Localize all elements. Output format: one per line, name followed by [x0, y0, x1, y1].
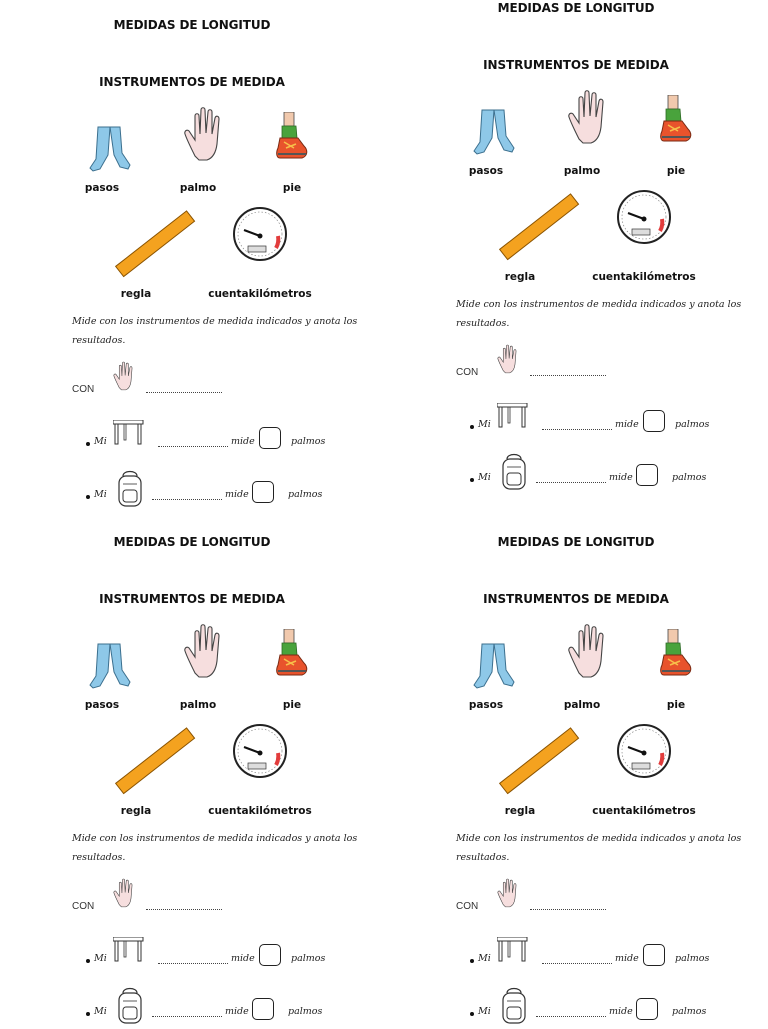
worksheet-subtitle: INSTRUMENTOS DE MEDIDA: [483, 592, 669, 606]
instrument-label-pie: pie: [666, 699, 686, 711]
speedometer-icon: [232, 206, 290, 264]
instrument-answer-line[interactable]: [146, 909, 222, 910]
legs-icon: [84, 642, 134, 690]
instrument-label-regla: regla: [504, 805, 536, 817]
worksheet-1: [0, 0, 384, 512]
backpack-palmos-box[interactable]: [636, 464, 658, 486]
table-answer-line[interactable]: [542, 429, 612, 430]
row-verb: mide: [231, 436, 255, 447]
instruction-text: Mide con los instrumentos de medida indicados y anota los resultados.: [72, 316, 358, 346]
hand-icon: [110, 877, 136, 909]
ruler-icon: [492, 193, 584, 263]
table-palmos-box[interactable]: [259, 944, 281, 966]
instrument-answer-line[interactable]: [530, 375, 606, 376]
row-verb: mide: [609, 1006, 633, 1017]
table-palmos-box[interactable]: [643, 410, 665, 432]
hand-icon: [565, 621, 607, 681]
worksheet-subtitle: INSTRUMENTOS DE MEDIDA: [483, 58, 669, 72]
backpack-answer-line[interactable]: [152, 499, 222, 500]
table-answer-line[interactable]: [542, 963, 612, 964]
legs-icon: [468, 642, 518, 690]
con-label: CON: [72, 901, 95, 912]
foot-icon: [272, 629, 312, 679]
backpack-icon: [501, 985, 529, 1025]
row-unit: palmos: [291, 436, 326, 447]
ruler-icon: [108, 210, 200, 280]
backpack-answer-line[interactable]: [536, 1016, 606, 1017]
ruler-icon: [108, 727, 200, 797]
instrument-label-regla: regla: [120, 288, 152, 300]
worksheet-4: [384, 517, 768, 1029]
row-verb: mide: [231, 953, 255, 964]
bullet: [86, 495, 90, 499]
hand-icon: [181, 104, 223, 164]
instruction-text: Mide con los instrumentos de medida indicados y anota los resultados.: [456, 833, 742, 863]
backpack-icon: [501, 451, 529, 491]
bullet: [470, 959, 474, 963]
instrument-label-pie: pie: [282, 699, 302, 711]
legs-icon: [84, 125, 134, 173]
worksheet-title: MEDIDAS DE LONGITUD: [113, 535, 271, 549]
instrument-label-pasos: pasos: [84, 182, 120, 194]
table-answer-line[interactable]: [158, 446, 228, 447]
worksheet-title: MEDIDAS DE LONGITUD: [497, 535, 655, 549]
instrument-label-pasos: pasos: [84, 699, 120, 711]
speedometer-icon: [232, 723, 290, 781]
hand-icon: [181, 621, 223, 681]
instrument-label-palmo: palmo: [563, 699, 601, 711]
row-unit: palmos: [288, 489, 323, 500]
foot-icon: [656, 629, 696, 679]
backpack-answer-line[interactable]: [152, 1016, 222, 1017]
con-label: CON: [72, 384, 95, 395]
bullet: [86, 442, 90, 446]
instrument-label-pie: pie: [282, 182, 302, 194]
hand-icon: [494, 343, 520, 375]
worksheet-3: [0, 517, 384, 1029]
backpack-palmos-box[interactable]: [252, 998, 274, 1020]
instrument-label-regla: regla: [504, 271, 536, 283]
instrument-label-regla: regla: [120, 805, 152, 817]
instrument-label-pasos: pasos: [468, 165, 504, 177]
speedometer-icon: [616, 723, 674, 781]
worksheet-title: MEDIDAS DE LONGITUD: [497, 1, 655, 15]
bullet: [86, 1012, 90, 1016]
row-verb: mide: [615, 953, 639, 964]
backpack-icon: [117, 985, 145, 1025]
hand-icon: [565, 87, 607, 147]
table-icon: [497, 403, 529, 429]
bullet: [470, 1012, 474, 1016]
row-prefix: Mi: [94, 1006, 107, 1017]
ruler-icon: [492, 727, 584, 797]
row-unit: palmos: [675, 953, 710, 964]
bullet: [470, 478, 474, 482]
instruction-text: Mide con los instrumentos de medida indicados y anota los resultados.: [72, 833, 358, 863]
instrument-label-palmo: palmo: [563, 165, 601, 177]
table-icon: [113, 420, 145, 446]
speedometer-icon: [616, 189, 674, 247]
row-verb: mide: [225, 489, 249, 500]
instrument-label-cuentakilometros: cuentakilómetros: [592, 271, 696, 283]
row-unit: palmos: [291, 953, 326, 964]
worksheet-title: MEDIDAS DE LONGITUD: [113, 18, 271, 32]
instrument-label-palmo: palmo: [179, 699, 217, 711]
con-label: CON: [456, 367, 479, 378]
instrument-answer-line[interactable]: [530, 909, 606, 910]
instrument-label-pie: pie: [666, 165, 686, 177]
row-verb: mide: [615, 419, 639, 430]
bullet: [470, 425, 474, 429]
table-icon: [497, 937, 529, 963]
instrument-label-cuentakilometros: cuentakilómetros: [592, 805, 696, 817]
row-unit: palmos: [288, 1006, 323, 1017]
legs-icon: [468, 108, 518, 156]
table-palmos-box[interactable]: [259, 427, 281, 449]
backpack-icon: [117, 468, 145, 508]
instrument-label-cuentakilometros: cuentakilómetros: [208, 805, 312, 817]
table-palmos-box[interactable]: [643, 944, 665, 966]
row-unit: palmos: [672, 1006, 707, 1017]
foot-icon: [272, 112, 312, 162]
row-prefix: Mi: [478, 953, 491, 964]
row-prefix: Mi: [94, 489, 107, 500]
row-prefix: Mi: [94, 953, 107, 964]
instrument-label-palmo: palmo: [179, 182, 217, 194]
worksheet-subtitle: INSTRUMENTOS DE MEDIDA: [99, 75, 285, 89]
row-unit: palmos: [672, 472, 707, 483]
row-prefix: Mi: [478, 472, 491, 483]
backpack-answer-line[interactable]: [536, 482, 606, 483]
con-label: CON: [456, 901, 479, 912]
instrument-answer-line[interactable]: [146, 392, 222, 393]
backpack-palmos-box[interactable]: [636, 998, 658, 1020]
row-verb: mide: [609, 472, 633, 483]
row-prefix: Mi: [478, 419, 491, 430]
hand-icon: [110, 360, 136, 392]
instruction-text: Mide con los instrumentos de medida indicados y anota los resultados.: [456, 299, 742, 329]
row-verb: mide: [225, 1006, 249, 1017]
backpack-palmos-box[interactable]: [252, 481, 274, 503]
worksheet-2: [384, 0, 768, 495]
instrument-label-cuentakilometros: cuentakilómetros: [208, 288, 312, 300]
row-prefix: Mi: [94, 436, 107, 447]
hand-icon: [494, 877, 520, 909]
worksheet-subtitle: INSTRUMENTOS DE MEDIDA: [99, 592, 285, 606]
row-prefix: Mi: [478, 1006, 491, 1017]
bullet: [86, 959, 90, 963]
table-answer-line[interactable]: [158, 963, 228, 964]
table-icon: [113, 937, 145, 963]
row-unit: palmos: [675, 419, 710, 430]
instrument-label-pasos: pasos: [468, 699, 504, 711]
foot-icon: [656, 95, 696, 145]
